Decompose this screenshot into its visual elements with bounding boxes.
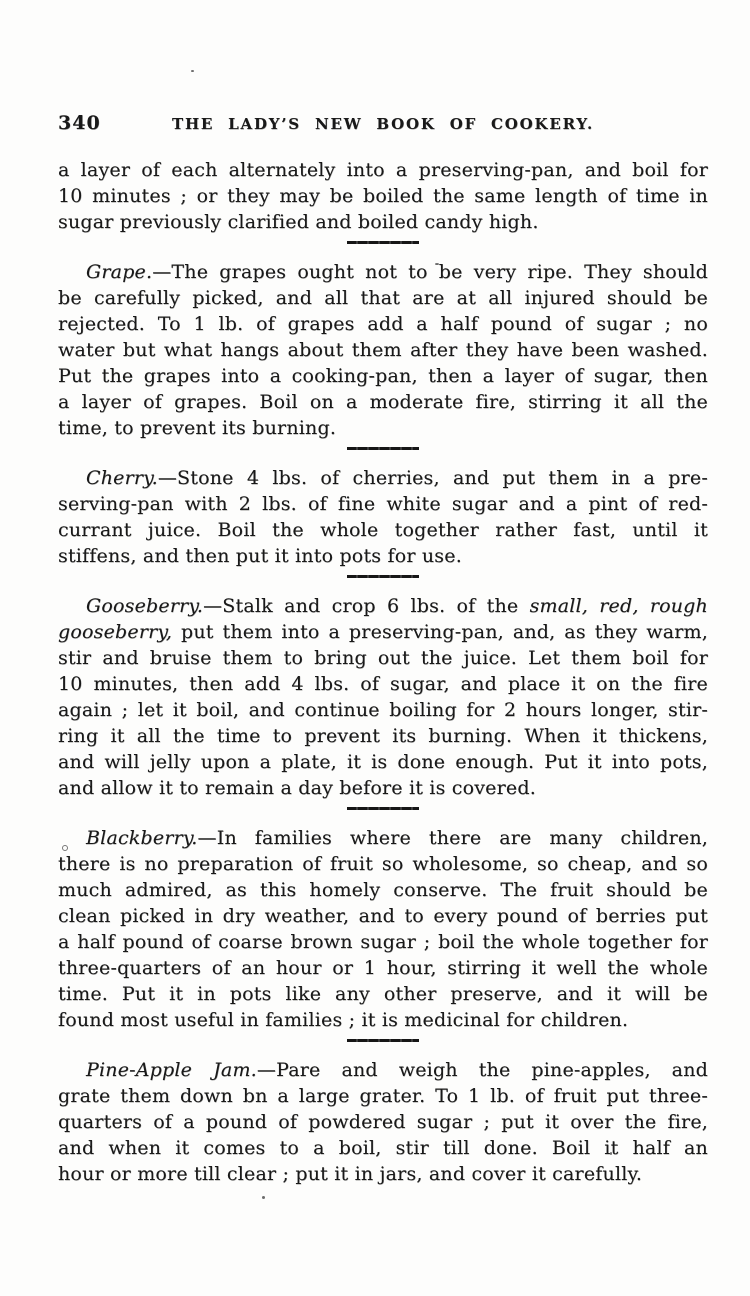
text-line: stiffens, and then put it into pots for use. <box>58 545 462 567</box>
page-number: 340 <box>58 112 101 134</box>
text-line: found most useful in families ; it is medicinal for children. <box>58 1009 629 1031</box>
text-segment: —Stone 4 lbs. of cherries, and put them in a pre- <box>157 467 708 489</box>
recipe-blackberry <box>58 825 708 1033</box>
text-line: 10 minutes ; or they may be boiled the same length of time in <box>58 185 708 207</box>
section-divider <box>347 575 419 578</box>
text-line: grate them down bn a large grater. To 1 lb. of fruit put three- <box>58 1085 708 1107</box>
text-line: quarters of a pound of powdered sugar ; put it over the fire, <box>58 1111 708 1133</box>
text-line: and allow it to remain a day before it is covered. <box>58 777 536 799</box>
text-line: serving-pan with 2 lbs. of fine white sugar and a pint of red- <box>58 493 708 515</box>
recipe-name: Pine-Apple Jam. <box>86 1059 257 1081</box>
recipe-gooseberry <box>58 593 708 801</box>
section-divider <box>347 241 419 244</box>
text-segment: —Pare and weigh the pine-apples, and <box>256 1059 708 1081</box>
text-line <box>58 593 708 619</box>
section-divider <box>347 807 419 810</box>
text-line: water but what hangs about them after they have been washed. <box>58 339 708 361</box>
running-title: THE LADY’S NEW BOOK OF COOKERY. <box>171 115 595 133</box>
text-line: rejected. To 1 lb. of grapes add a half pound of sugar ; no <box>58 313 708 335</box>
text-line: sugar previously clarified and boiled candy high. <box>58 211 539 233</box>
recipe-name: Grape. <box>86 261 153 283</box>
text-line <box>58 465 708 491</box>
text-line: again ; let it boil, and continue boiling for 2 hours longer, stir- <box>58 699 708 721</box>
intro-paragraph <box>58 157 708 235</box>
recipe-grape <box>58 259 708 441</box>
recipe-cherry <box>58 465 708 569</box>
text-line: a half pound of coarse brown sugar ; boil the whole together for <box>58 931 708 953</box>
scan-speck <box>191 70 194 72</box>
scan-speck <box>262 1196 265 1199</box>
section-divider <box>347 1039 419 1042</box>
text-line: and when it comes to a boil, stir till done. Boil it half an <box>58 1137 708 1159</box>
text-segment: —In families where there are many children, <box>197 827 708 849</box>
page-header <box>58 112 708 133</box>
text-line: hour or more till clear ; put it in jars, and cover it carefully. <box>58 1163 643 1185</box>
recipe-pine-apple-jam <box>58 1057 708 1187</box>
italic-text-segment: gooseberry, <box>58 621 173 643</box>
text-line: ring it all the time to prevent its burning. When it thickens, <box>58 725 708 747</box>
text-line: a layer of grapes. Boil on a moderate fire, stirring it all the <box>58 391 708 413</box>
text-line: three-quarters of an hour or 1 hour, stirring it well the whole <box>58 957 708 979</box>
text-line <box>58 825 708 851</box>
text-line: clean picked in dry weather, and to every pound of berries put <box>58 905 708 927</box>
text-line: a layer of each alternately into a preserving-pan, and boil for <box>58 159 708 181</box>
text-segment: put them into a preserving-pan, and, as they warm, <box>172 621 708 643</box>
text-line <box>58 1057 708 1083</box>
text-segment: —Stalk and crop 6 lbs. of the <box>203 595 530 617</box>
text-line: 10 minutes, then add 4 lbs. of sugar, and place it on the fire <box>58 673 708 695</box>
recipe-name: Cherry. <box>86 467 158 489</box>
text-line: time, to prevent its burning. <box>58 417 337 439</box>
italic-text-segment: small, red, rough <box>529 595 708 617</box>
recipe-name: Gooseberry. <box>86 595 204 617</box>
text-line <box>58 619 708 645</box>
recipe-name: Blackberry. <box>86 827 198 849</box>
text-line: much admired, as this homely conserve. The fruit should be <box>58 879 708 901</box>
text-column <box>58 112 708 1187</box>
text-line <box>58 259 708 285</box>
text-line: time. Put it in pots like any other preserve, and it will be <box>58 983 708 1005</box>
text-line: there is no preparation of fruit so wholesome, so cheap, and so <box>58 853 708 875</box>
text-line: currant juice. Boil the whole together rather fast, until it <box>58 519 708 541</box>
text-line: Put the grapes into a cooking-pan, then a layer of sugar, then <box>58 365 708 387</box>
section-divider <box>347 447 419 450</box>
text-line: stir and bruise them to bring out the juice. Let them boil for <box>58 647 708 669</box>
text-segment: —The grapes ought not to be very ripe. They should <box>152 261 708 283</box>
text-line: be carefully picked, and all that are at all injured should be <box>58 287 708 309</box>
text-line: and will jelly upon a plate, it is done enough. Put it into pots, <box>58 751 708 773</box>
